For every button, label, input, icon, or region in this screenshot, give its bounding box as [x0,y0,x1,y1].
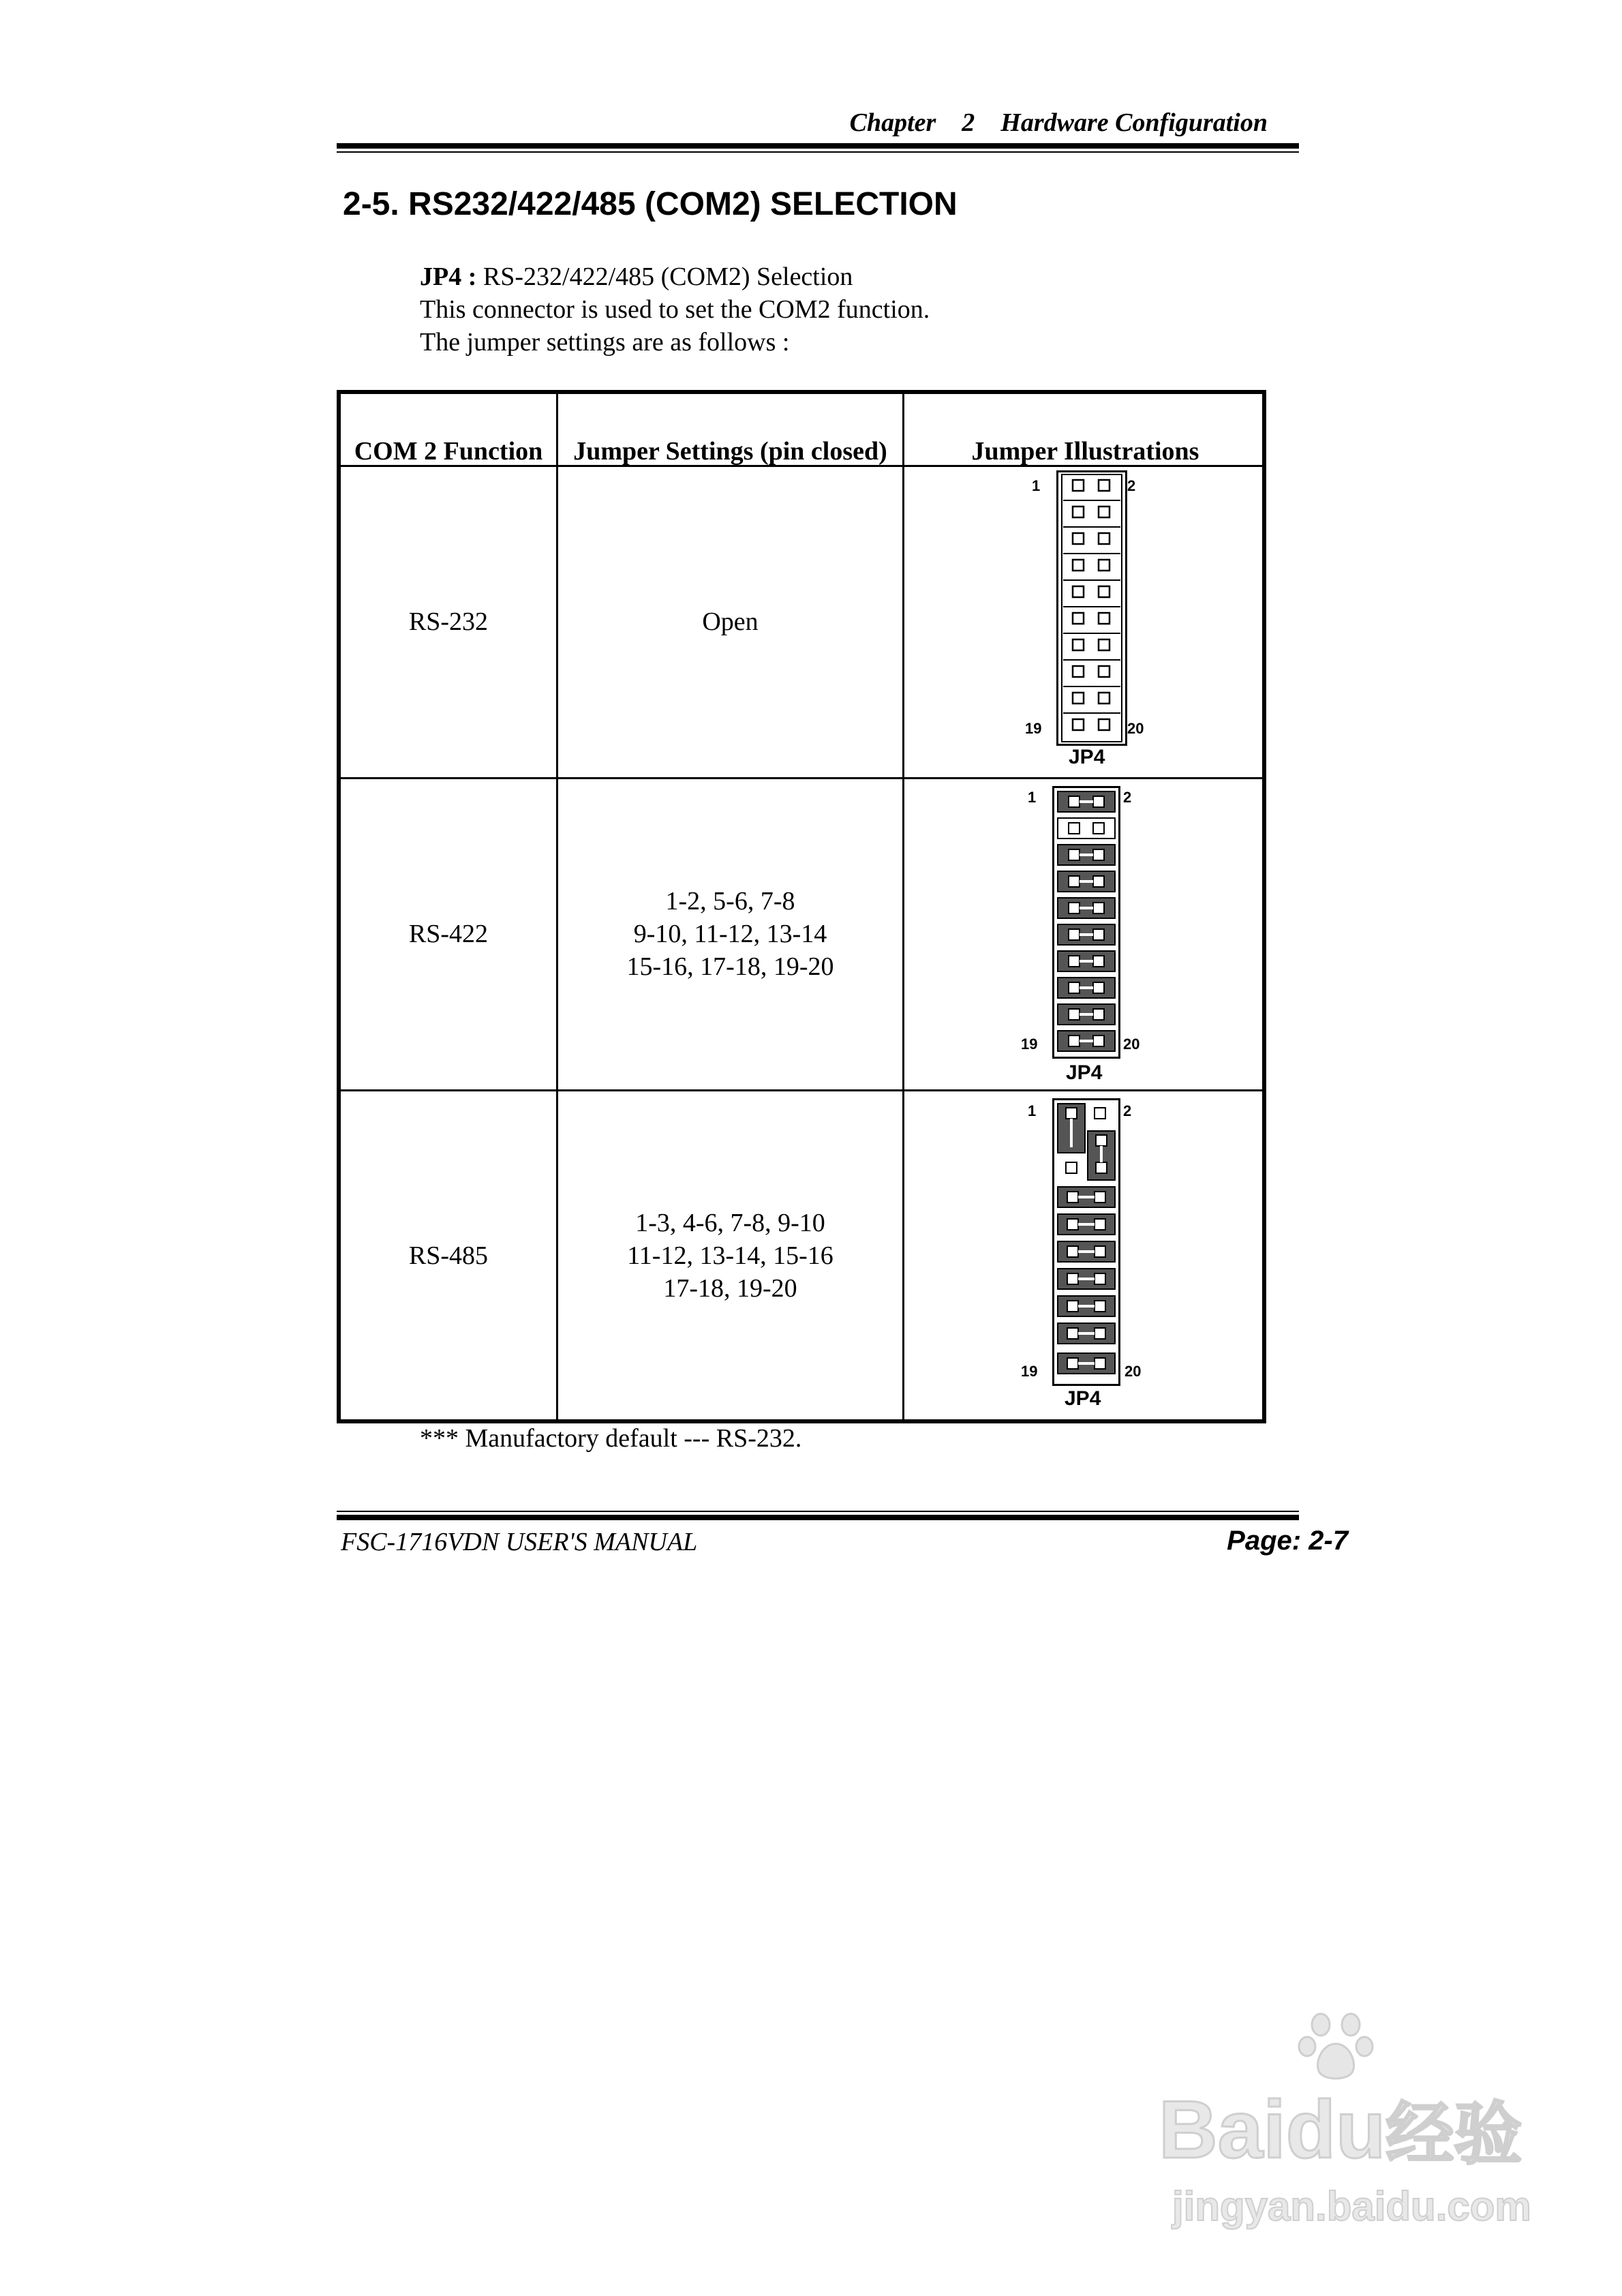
chapter-header: Chapter 2 Hardware Configuration [849,108,1268,137]
footer-page-number: Page: 2-7 [1227,1526,1348,1556]
column-header-function: COM 2 Function [354,437,543,466]
row-2-pin-20-label: 20 [1123,1036,1140,1053]
column-header-illustrations: Jumper Illustrations [971,437,1199,466]
row-3-jumper-illustration [1021,1098,1150,1419]
row-3-settings-line-1: 1-3, 4-6, 7-8, 9-10 [635,1209,825,1237]
header-rule-thin [337,151,1299,153]
row-2-settings-line-1: 1-2, 5-6, 7-8 [665,887,795,916]
row-divider-1 [341,777,1262,779]
row-3-pin-2-label: 2 [1123,1102,1132,1119]
jp-label: JP4 : [420,262,477,291]
column-divider-2 [902,394,904,1419]
row-3-settings-line-3: 17-18, 19-20 [663,1274,797,1303]
row-2-jp4-label: JP4 [1066,1061,1103,1084]
baidu-brand-part-1: Bai [1159,2084,1286,2175]
row-2-pin-19-label: 19 [1021,1036,1038,1053]
row-2-pin-1-label: 1 [1028,789,1037,806]
row-2-jumper-illustration [1021,786,1150,1089]
baidu-paw-icon [1295,2004,1377,2086]
section-title: 2-5. RS232/422/485 (COM2) SELECTION [343,186,958,222]
baidu-jingyan-cn: 经验 [1386,2094,1522,2174]
row-1-settings [558,605,902,638]
footer-rule-thick [337,1515,1299,1520]
row-1-pin-20-label: 20 [1127,720,1144,737]
baidu-brand-part-2: du [1285,2084,1386,2175]
row-3-pin-1-label: 1 [1028,1102,1037,1119]
intro-line-2: This connector is used to set the COM2 function. [420,295,930,324]
row-1-jumper-illustration [1025,470,1154,777]
row-3-settings [558,1207,902,1305]
row-1-pin-1-label: 1 [1032,477,1041,494]
row-2-settings-line-3: 15-16, 17-18, 19-20 [626,952,834,981]
footer-manual-title: FSC-1716VDN USER'S MANUAL [341,1528,698,1556]
intro-line-1 [420,262,853,292]
row-1-pin-2-label: 2 [1127,477,1136,494]
row-3-pin-19-label: 19 [1021,1363,1038,1380]
row-2-function: RS-422 [408,920,489,948]
baidu-url: jingyan.baidu.com [1172,2184,1531,2229]
row-3-header-block [1052,1098,1120,1386]
row-2-header-block [1052,786,1120,1059]
row-divider-2 [341,1089,1262,1091]
jumper-settings-table [337,390,1266,1423]
row-3-function: RS-485 [408,1241,489,1270]
row-1-settings-line-1: Open [702,607,759,636]
footer-rule-thin [337,1511,1299,1512]
row-1-header-block [1056,470,1127,746]
row-2-settings [558,885,902,983]
column-header-settings: Jumper Settings (pin closed) [573,437,887,466]
baidu-watermark [1159,2004,1540,2229]
row-1-function: RS-232 [408,607,489,636]
default-note: *** Manufactory default --- RS-232. [420,1424,802,1453]
intro-line-3: The jumper settings are as follows : [420,328,790,357]
row-3-jp4-label: JP4 [1065,1387,1101,1410]
row-2-pin-2-label: 2 [1123,789,1132,806]
baidu-brand [1159,2079,1522,2177]
jp-description: RS-232/422/485 (COM2) Selection [476,262,853,291]
row-1-pin-19-label: 19 [1025,720,1042,737]
header-rule-thick [337,143,1299,149]
row-3-pin-20-label: 20 [1124,1363,1142,1380]
row-1-jp4-label: JP4 [1069,746,1105,768]
row-3-settings-line-2: 11-12, 13-14, 15-16 [627,1241,833,1270]
row-2-settings-line-2: 9-10, 11-12, 13-14 [633,920,827,948]
